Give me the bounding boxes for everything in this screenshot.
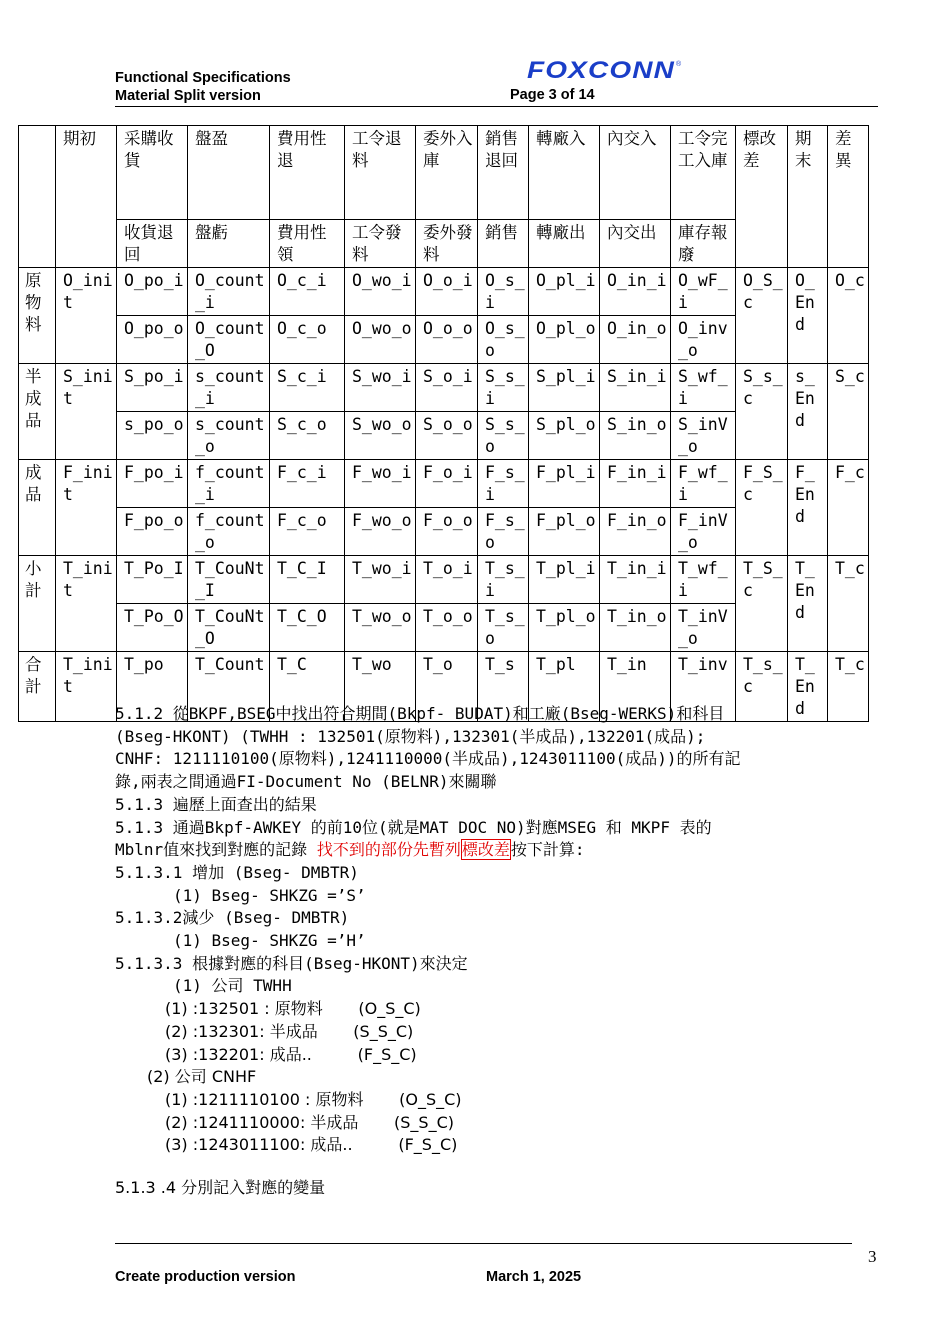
table-cell: O_count_O [188,316,270,364]
table-cell: T_o_o [416,604,478,652]
para-5-1-3-2-item: (1) Bseg- SHKZG =’H’ [173,931,366,951]
table-cell: F_wo_i [345,460,416,508]
doc-title: Functional Specifications [115,70,291,86]
table-cell: S_in_o [600,412,671,460]
table-cell: S_o_i [416,364,478,412]
table-cell: F_c_i [270,460,345,508]
column-header [19,126,56,268]
table-cell: S_s_i [478,364,529,412]
end-cell: T_End [788,556,828,652]
note-red: 找不到的部份先暫列 [316,840,461,860]
column-subheader: 轉廠出 [529,220,600,268]
column-subheader: 盤虧 [188,220,270,268]
page-indicator: Page 3 of 14 [510,87,595,103]
table-cell: F_o_i [416,460,478,508]
svg-text:®: ® [676,61,682,68]
svg-text:FOXCONN: FOXCONN [527,58,675,84]
table-cell: T_in [600,652,671,722]
column-subheader: 工令發料 [345,220,416,268]
table-cell: F_s_o [478,508,529,556]
table-cell: T_wf_i [671,556,736,604]
table-cell: T_C_I [270,556,345,604]
footer-rule [115,1243,852,1244]
table-cell: O_pl_i [529,268,600,316]
table-cell: F_inV_o [671,508,736,556]
table-cell: T_CouNt_I [188,556,270,604]
cnhf-item-3: (3) :1243011100: 成品.. (F_S_C) [165,1135,458,1155]
sc-cell: F_S_c [736,460,788,556]
table-cell: S_inV_o [671,412,736,460]
table-cell: T_C_O [270,604,345,652]
column-subheader: 收貨退回 [117,220,188,268]
table-cell: T_C [270,652,345,722]
end-cell: F_End [788,460,828,556]
column-subheader: 內交出 [600,220,671,268]
table-cell: T_CouNt_O [188,604,270,652]
table-cell: T_wo_o [345,604,416,652]
column-subheader: 委外發料 [416,220,478,268]
table-cell: O_o_o [416,316,478,364]
twhh-item-1: (1) :132501 : 原物料 (O_S_C) [165,999,421,1019]
table-cell: F_in_o [600,508,671,556]
table-row [19,460,869,508]
table-cell: T_End [788,652,828,722]
table-cell: T_inV_o [671,604,736,652]
column-header: 費用性退 [270,126,345,220]
table-cell: T_wo_i [345,556,416,604]
column-header: 差異 [828,126,869,268]
cnhf-item-1: (1) :1211110100 : 原物料 (O_S_C) [165,1089,462,1109]
table-cell: S_wo_o [345,412,416,460]
para-5-1-2-line1: 5.1.2 從BKPF,BSEG中找出符合期間(Bkpf- BUDAT)和工廠(Bseg-WERKS)和科目 [115,704,725,723]
header-row-1 [19,126,869,220]
diff-cell: F_c [828,460,869,556]
table-cell: F_pl_o [529,508,600,556]
table-cell: T_inv [671,652,736,722]
column-subheader: 費用性領 [270,220,345,268]
column-header: 工令完工入庫 [671,126,736,220]
column-header: 工令退料 [345,126,416,220]
table-cell: O_in_o [600,316,671,364]
footer-title: Create production version [115,1269,296,1285]
table-cell: O_in_i [600,268,671,316]
table-cell: F_o_o [416,508,478,556]
para-5-1-2-line2: (Bseg-HKONT) (TWHH : 132501(原物料),132301(半成品),132201(成品); [115,726,706,746]
row-label: 合計 [19,652,56,722]
diff-cell: O_c [828,268,869,364]
table-cell: s_count_o [188,412,270,460]
table-cell: f_count_o [188,508,270,556]
table-cell: T_wo [345,652,416,722]
table-cell: O_wo_i [345,268,416,316]
material-table [18,125,869,722]
table-cell: F_po_i [117,460,188,508]
para-5-1-3-2: 5.1.3.2減少 (Bseg- DMBTR) [115,908,350,928]
para-5-1-2-line3: CNHF: 1211110100(原物料),1241110000(半成品),1243011100(成品))的所有記 [115,749,741,769]
para-5-1-3-1-item: (1) Bseg- SHKZG =’S’ [173,885,366,905]
table-cell: T_pl_i [529,556,600,604]
para-5-1-3-line1: 5.1.3 通過Bkpf-AWKEY 的前10位(就是MAT DOC NO)對應MSEG 和 MKPF 表的 [115,817,712,837]
table-cell: T_Po_O [117,604,188,652]
twhh-item-2: (2) :132301: 半成品 (S_S_C) [165,1021,414,1041]
table-cell: S_c_o [270,412,345,460]
table-cell: S_s_o [478,412,529,460]
sc-cell: S_s_c [736,364,788,460]
table-cell: s_count_i [188,364,270,412]
row-label: 半成品 [19,364,56,460]
column-header: 期初 [56,126,117,268]
init-cell: F_init [56,460,117,556]
table-cell: O_po_i [117,268,188,316]
cnhf-item-2: (2) :1241110000: 半成品 (S_S_C) [165,1112,454,1132]
para-5-1-2-line4: 錄,兩表之間通過FI-Document No (BELNR)來關聯 [115,772,497,792]
table-cell: F_wf_i [671,460,736,508]
table-cell: F_po_o [117,508,188,556]
init-cell: S_init [56,364,117,460]
column-header: 銷售退回 [478,126,529,220]
table-cell: T_Po_I [117,556,188,604]
table-cell: O_wF_i [671,268,736,316]
table-row [19,364,869,412]
table-cell: T_o_i [416,556,478,604]
para-5-1-3-4: 5.1.3 .4 分別記入對應的變量 [115,1178,326,1198]
column-header: 內交入 [600,126,671,220]
sc-cell: O_S_c [736,268,788,364]
row-label: 成品 [19,460,56,556]
table-cell: S_o_o [416,412,478,460]
para-5-1-3-heading: 5.1.3 遍歷上面查出的結果 [115,794,317,814]
table-cell: O_s_i [478,268,529,316]
page-number: 3 [868,1247,877,1266]
row-label: 原物料 [19,268,56,364]
company-twhh: (1) 公司 TWHH [173,976,292,996]
column-header: 采購收貨 [117,126,188,220]
table-cell: O_po_o [117,316,188,364]
doc-subtitle: Material Split version [115,88,261,104]
init-cell: T_init [56,556,117,652]
table-cell: O_pl_o [529,316,600,364]
header-rule [115,106,878,107]
table-cell: F_c_o [270,508,345,556]
table-cell: T_po [117,652,188,722]
column-subheader: 銷售 [478,220,529,268]
table-cell: O_count_i [188,268,270,316]
column-header: 期末 [788,126,828,268]
table-cell: S_in_i [600,364,671,412]
table-cell: f_count_i [188,460,270,508]
table-cell: O_inv_o [671,316,736,364]
table-cell: S_wf_i [671,364,736,412]
column-header: 標改差 [736,126,788,268]
end-cell: s_End [788,364,828,460]
table-cell: F_pl_i [529,460,600,508]
foxconn-logo [527,58,687,84]
table-cell: F_s_i [478,460,529,508]
twhh-item-3: (3) :132201: 成品.. (F_S_C) [165,1044,417,1064]
note-boxed: 標改差 [461,840,510,860]
table-cell: S_c_i [270,364,345,412]
footer-date: March 1, 2025 [486,1269,582,1285]
table-cell: T_pl_o [529,604,600,652]
table-cell: S_pl_o [529,412,600,460]
table-cell: T_s [478,652,529,722]
para-5-1-3-line2 [115,839,875,862]
table-cell: T_c [828,652,869,722]
table-cell: F_wo_o [345,508,416,556]
table-cell: T_in_i [600,556,671,604]
table-cell: S_po_i [117,364,188,412]
table-cell: S_pl_i [529,364,600,412]
table-cell: T_Count [188,652,270,722]
table-row [19,268,869,316]
para-5-1-3-3: 5.1.3.3 根據對應的科目(Bseg-HKONT)來決定 [115,953,468,973]
end-cell: O_End [788,268,828,364]
table-cell: O_wo_o [345,316,416,364]
sc-cell: T_S_c [736,556,788,652]
section-text [115,703,875,1200]
table-cell: T_pl [529,652,600,722]
table-cell: S_wo_i [345,364,416,412]
table-cell: O_o_i [416,268,478,316]
diff-cell: S_c [828,364,869,460]
table-cell: O_c_o [270,316,345,364]
text-lookup: Mblnr值來找到對應的記錄 [115,840,317,860]
table-cell: O_s_o [478,316,529,364]
table-cell: T_s_o [478,604,529,652]
table-cell: T_o [416,652,478,722]
table-cell: T_init [56,652,117,722]
para-5-1-3-1: 5.1.3.1 增加 (Bseg- DMBTR) [115,862,359,882]
table-cell: T_in_o [600,604,671,652]
diff-cell: T_c [828,556,869,652]
text-calc: 按下計算: [510,840,585,860]
column-header: 盤盈 [188,126,270,220]
column-header: 委外入庫 [416,126,478,220]
table-cell: T_s_i [478,556,529,604]
table-cell: s_po_o [117,412,188,460]
company-cnhf: (2) 公司 CNHF [147,1067,257,1087]
table-cell: T_s_c [736,652,788,722]
column-subheader: 庫存報廢 [671,220,736,268]
column-header: 轉廠入 [529,126,600,220]
table-cell: O_c_i [270,268,345,316]
table-row [19,556,869,604]
row-label: 小計 [19,556,56,652]
init-cell: O_init [56,268,117,364]
header-titles [115,69,291,105]
table-cell: F_in_i [600,460,671,508]
